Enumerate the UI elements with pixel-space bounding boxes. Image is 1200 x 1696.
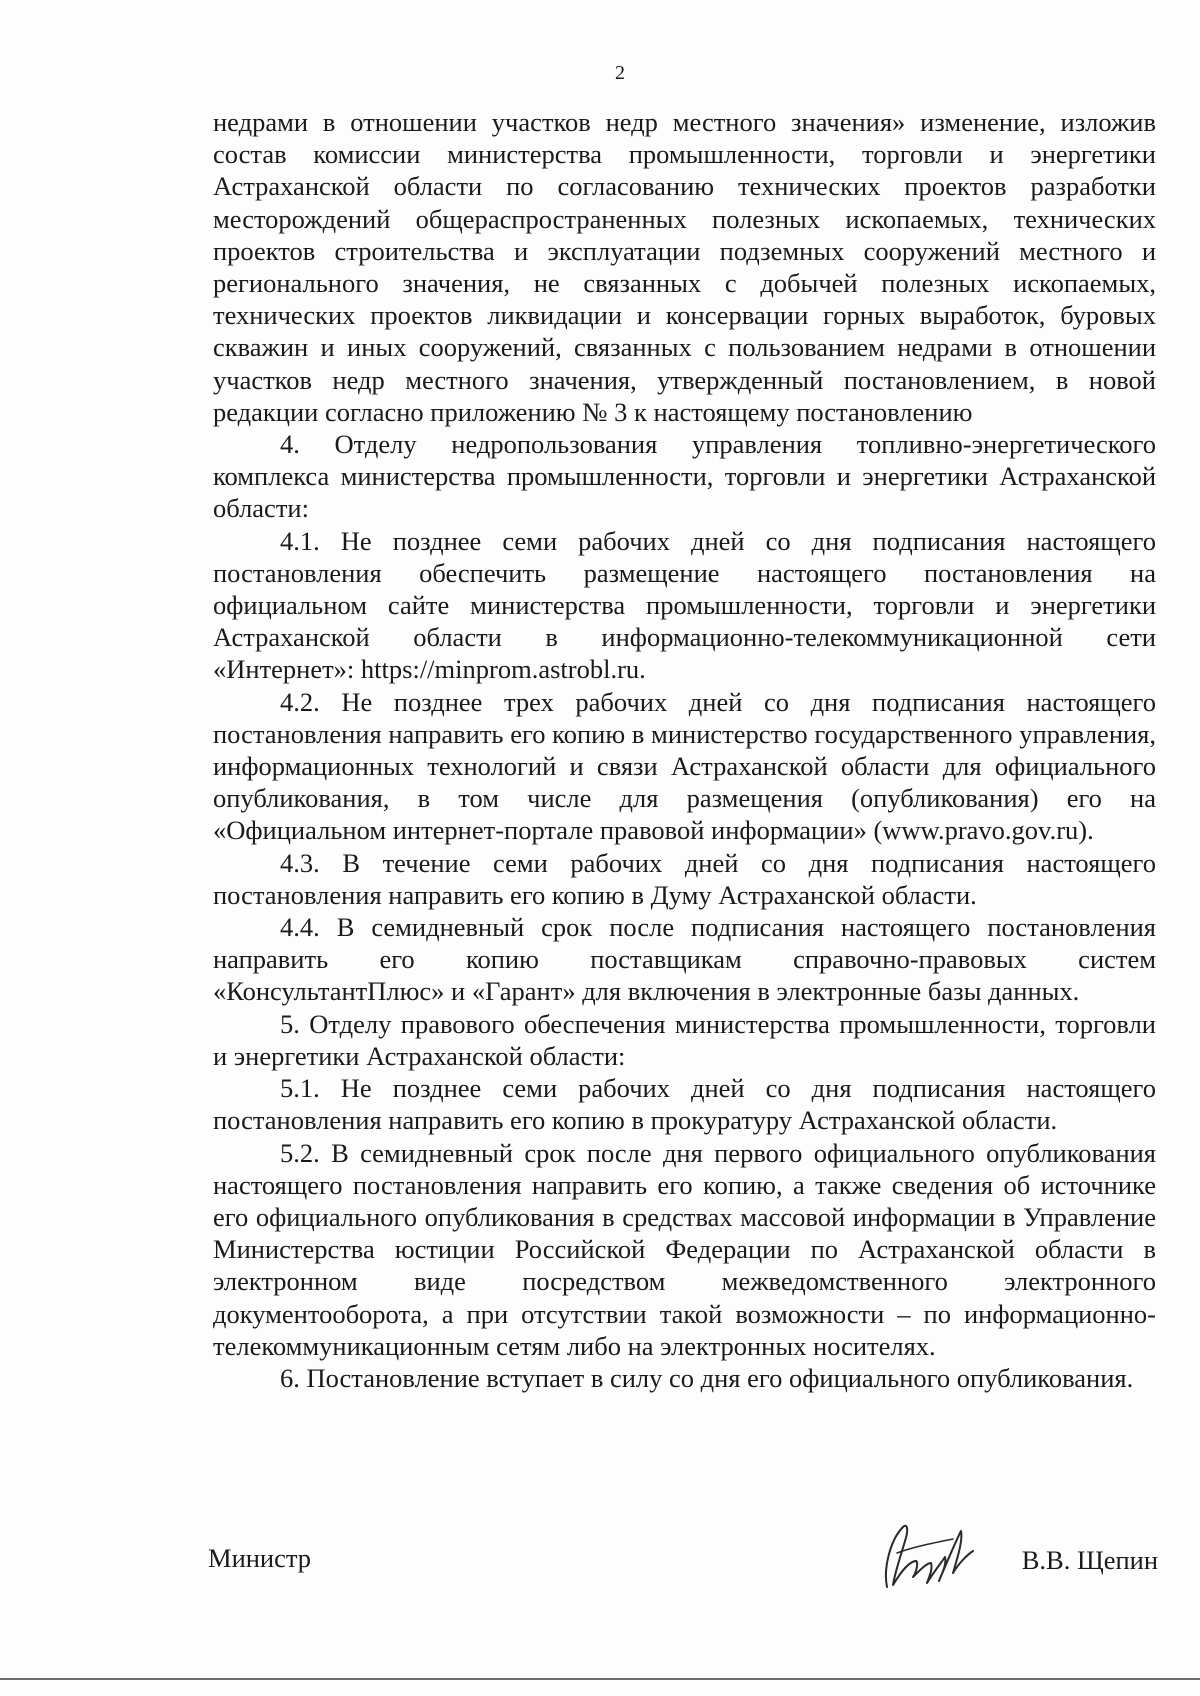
scan-edge-line bbox=[0, 1678, 1200, 1680]
signatory-name: В.В. Щепин bbox=[1021, 1545, 1158, 1575]
paragraph: 4. Отделу недропользования управления топливно-энергетического комплекса министерства промышленности, торговли и энергетики Астраханской области: bbox=[213, 429, 1156, 524]
paragraph: 4.3. В течение семи рабочих дней со дня подписания настоящего постановления направить его копию в Думу Астраханской области. bbox=[213, 847, 1156, 910]
paragraph: 4.1. Не позднее семи рабочих дней со дня подписания настоящего постановления обеспечить размещение настоящего постановления на официальном сайте министерства промышленности, торговли и энергетики Астраханской области в информационно-телекоммуникационной сети «Интернет»: https://minprom.astrobl.ru. bbox=[213, 525, 1156, 685]
paragraph: 5.2. В семидневный срок после дня первого официального опубликования настоящего постановления направить его копию, а также сведения об источнике его официального опубликования в средствах массовой информации в Управление Министерства юстиции Российской Федерации по Астраханской области в электронном виде посредством межведомственного электронного документооборота, а при отсутствии такой возможности – по информационно-телекоммуникационным сетям либо на электронных носителях. bbox=[213, 1137, 1156, 1361]
paragraph: 4.4. В семидневный срок после подписания настоящего постановления направить его копию поставщикам справочно-правовых систем «КонсультантПлюс» и «Гарант» для включения в электронные базы данных. bbox=[213, 912, 1156, 1007]
paragraph: 5.1. Не позднее семи рабочих дней со дня подписания настоящего постановления направить его копию в прокуратуру Астраханской области. bbox=[213, 1073, 1156, 1136]
paragraph: 4.2. Не позднее трех рабочих дней со дня подписания настоящего постановления направить его копию в министерство государственного управления, информационных технологий и связи Астраханской области для официального опубликования, в том числе для размещения (опубликования) его на «Официальном интернет-портале правовой информации» (www.pravo.gov.ru). bbox=[213, 686, 1156, 846]
page-number: 2 bbox=[615, 62, 625, 84]
signature-block bbox=[208, 1535, 1158, 1595]
handwritten-signature bbox=[873, 1517, 983, 1597]
signatory-role: Министр bbox=[208, 1543, 312, 1573]
document-body bbox=[213, 106, 1156, 1394]
paragraph: недрами в отношении участков недр местного значения» изменение, изложив состав комиссии министерства промышленности, торговли и энергетики Астраханской области по согласованию технических проектов разработки месторождений общераспространенных полезных ископаемых, технических проектов строительства и эксплуатации подземных сооружений местного и регионального значения, не связанных с добычей полезных ископаемых, технических проектов ликвидации и консервации горных выработок, буровых скважин и иных сооружений, связанных с пользованием недрами в отношении участков недр местного значения, утвержденный постановлением, в новой редакции согласно приложению № 3 к настоящему постановлению bbox=[213, 107, 1156, 427]
paragraph: 6. Постановление вступает в силу со дня его официального опубликования. bbox=[280, 1362, 1134, 1393]
paragraph: 5. Отделу правового обеспечения министерства промышленности, торговли и энергетики Астраханской области: bbox=[213, 1008, 1156, 1071]
